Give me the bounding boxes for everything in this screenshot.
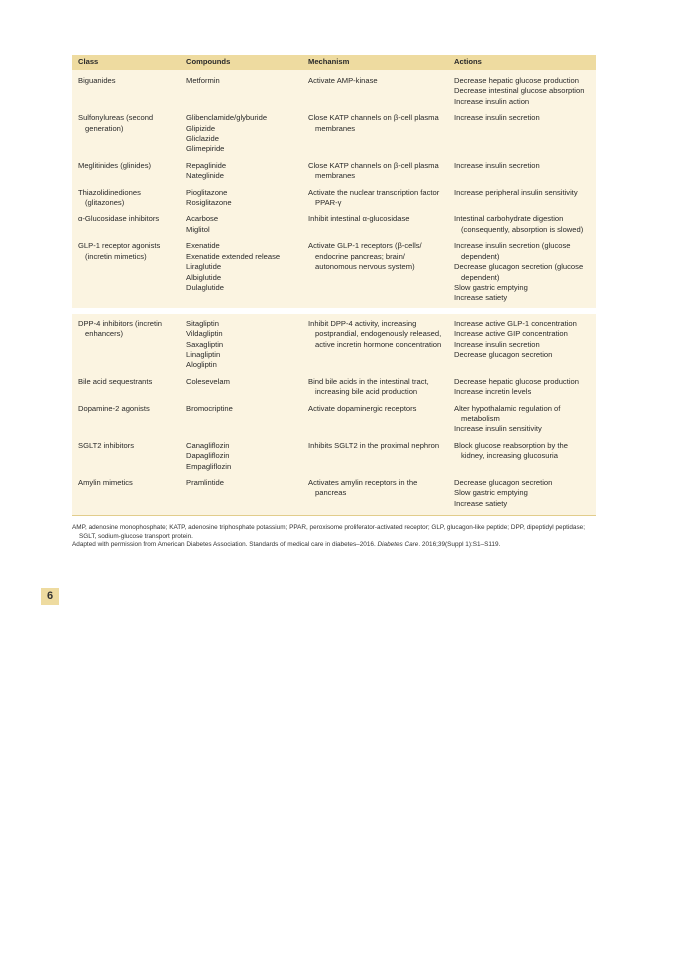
- cell-class: [72, 159, 180, 186]
- cell-actions: [448, 402, 596, 439]
- cell-compounds: [180, 70, 302, 111]
- table-footnotes: [72, 524, 596, 550]
- actions-line: Increase active GLP-1 concentration: [454, 318, 577, 328]
- cell-compounds: [180, 314, 302, 375]
- compounds-line: Albiglutide: [186, 272, 222, 282]
- source-prefix: Adapted with permission from American Diabetes Association. Standards of medical care in diabetes–2016.: [72, 541, 378, 549]
- cell-actions: [448, 70, 596, 111]
- cell-compounds: [180, 111, 302, 159]
- table-row: [72, 212, 596, 239]
- compounds-line: Exenatide extended release: [186, 251, 281, 261]
- cell-mechanism: [302, 212, 448, 239]
- actions-line: Alter hypothalamic regulation of metabolism: [454, 403, 561, 423]
- cell-mechanism: [302, 111, 448, 159]
- actions-line: Increase satiety: [454, 293, 508, 303]
- mechanism-line: Activate AMP-kinase: [308, 76, 378, 85]
- cell-class: [72, 212, 180, 239]
- class-line: Biguanides: [78, 76, 116, 85]
- abbreviations-note: AMP, adenosine monophosphate; KATP, adenosine triphosphate potassium; PPAR, peroxisome proliferator-activated receptor; GLP, glucagon-like peptide; DPP, dipeptidyl peptidase; SGLT, sodium-glucose transport protein.: [72, 524, 585, 540]
- actions-line: Increase incretin levels: [454, 387, 532, 397]
- header-actions: Actions: [448, 55, 596, 70]
- cell-compounds: [180, 476, 302, 516]
- compounds-line: Glipizide: [186, 123, 216, 133]
- cell-actions: [448, 375, 596, 402]
- cell-mechanism: [302, 375, 448, 402]
- cell-class: [72, 375, 180, 402]
- cell-actions: [448, 186, 596, 213]
- mechanism-line: Close KATP channels on β-cell plasma membranes: [308, 113, 439, 133]
- actions-line: Slow gastric emptying: [454, 488, 528, 498]
- compounds-line: Linagliptin: [186, 349, 221, 359]
- table-row: [72, 314, 596, 375]
- cell-class: [72, 314, 180, 375]
- actions-line: Increase insulin sensitivity: [454, 424, 542, 434]
- actions-line: Decrease hepatic glucose production: [454, 376, 579, 386]
- cell-actions: [448, 314, 596, 375]
- actions-line: Increase active GIP concentration: [454, 329, 568, 339]
- table-header-row: [72, 55, 596, 70]
- actions-line: Increase peripheral insulin sensitivity: [454, 187, 578, 197]
- cell-mechanism: [302, 159, 448, 186]
- cell-class: [72, 70, 180, 111]
- cell-mechanism: [302, 402, 448, 439]
- mechanism-line: Bind bile acids in the intestinal tract, increasing bile acid production: [308, 376, 429, 397]
- cell-class: [72, 402, 180, 439]
- cell-mechanism: [302, 439, 448, 476]
- actions-line: Decrease glucagon secretion: [454, 478, 553, 487]
- compounds-line: Liraglutide: [186, 262, 222, 272]
- header-class: Class: [72, 55, 180, 70]
- source-suffix: . 2016;39(Suppl 1):S1–S119.: [418, 541, 501, 549]
- mechanism-line: Activate dopaminergic receptors: [308, 403, 417, 413]
- compounds-line: Dulaglutide: [186, 282, 224, 292]
- cell-compounds: [180, 439, 302, 476]
- compounds-line: Sitagliptin: [186, 318, 219, 328]
- actions-line: Decrease glucagon secretion: [454, 349, 553, 359]
- cell-class: [72, 186, 180, 213]
- actions-line: Decrease glucagon secretion (glucose dependent): [454, 262, 584, 282]
- cell-actions: [448, 239, 596, 307]
- compounds-line: Gliclazide: [186, 134, 219, 144]
- cell-class: [72, 476, 180, 516]
- table-row: [72, 402, 596, 439]
- cell-actions: [448, 159, 596, 186]
- actions-line: Decrease hepatic glucose production: [454, 76, 579, 85]
- class-line: Sulfonylureas (second generation): [78, 113, 154, 133]
- compounds-line: Miglitol: [186, 224, 210, 234]
- mechanism-line: Activate GLP-1 receptors (β-cells/ endocrine pancreas; brain/ autonomous nervous system): [308, 241, 422, 272]
- cell-actions: [448, 111, 596, 159]
- header-mechanism: Mechanism: [302, 55, 448, 70]
- compounds-line: Pioglitazone: [186, 187, 228, 197]
- actions-line: Increase insulin action: [454, 96, 530, 106]
- cell-compounds: [180, 212, 302, 239]
- source-note: [72, 541, 596, 550]
- class-line: GLP-1 receptor agonists (incretin mimetics): [78, 241, 161, 261]
- actions-line: Increase insulin secretion: [454, 160, 540, 170]
- class-line: α-Glucosidase inhibitors: [78, 214, 160, 224]
- compounds-line: Colesevelam: [186, 376, 230, 386]
- table-row: [72, 439, 596, 476]
- mechanism-line: Inhibit intestinal α-glucosidase: [308, 214, 410, 224]
- compounds-line: Acarbose: [186, 214, 219, 224]
- table-row: [72, 375, 596, 402]
- cell-mechanism: [302, 239, 448, 307]
- compounds-line: Glimepiride: [186, 144, 225, 154]
- cell-class: [72, 439, 180, 476]
- table-body: [72, 70, 596, 516]
- class-line: Amylin mimetics: [78, 478, 133, 487]
- cell-mechanism: [302, 186, 448, 213]
- class-line: Thiazolidinediones (glitazones): [78, 187, 141, 208]
- cell-class: [72, 239, 180, 307]
- cell-compounds: [180, 159, 302, 186]
- cell-actions: [448, 476, 596, 516]
- mechanism-line: Activate the nuclear transcription factor PPAR-γ: [308, 187, 440, 208]
- actions-line: Increase insulin secretion: [454, 339, 540, 349]
- header-compounds: Compounds: [180, 55, 302, 70]
- actions-line: Increase insulin secretion: [454, 113, 540, 123]
- mechanism-line: Inhibits SGLT2 in the proximal nephron: [308, 440, 440, 450]
- page-number: 6: [41, 588, 59, 605]
- table-row: [72, 186, 596, 213]
- compounds-line: Bromocriptine: [186, 403, 233, 413]
- cell-compounds: [180, 239, 302, 307]
- class-line: SGLT2 inhibitors: [78, 440, 134, 450]
- mechanism-line: Close KATP channels on β-cell plasma membranes: [308, 160, 439, 181]
- cell-mechanism: [302, 314, 448, 375]
- drug-class-table-container: [72, 55, 596, 516]
- class-line: Bile acid sequestrants: [78, 376, 153, 386]
- cell-compounds: [180, 186, 302, 213]
- cell-compounds: [180, 375, 302, 402]
- cell-mechanism: [302, 70, 448, 111]
- table-row: [72, 111, 596, 159]
- actions-line: Intestinal carbohydrate digestion (consequently, absorption is slowed): [454, 214, 584, 234]
- compounds-line: Metformin: [186, 76, 220, 85]
- compounds-line: Dapagliflozin: [186, 451, 230, 461]
- cell-compounds: [180, 402, 302, 439]
- compounds-line: Glibenclamide/glyburide: [186, 113, 268, 123]
- compounds-line: Empagliflozin: [186, 461, 232, 471]
- cell-mechanism: [302, 476, 448, 516]
- mechanism-line: Inhibit DPP-4 activity, increasing postprandial, endogenously released, active incretin hormone concentration: [308, 318, 442, 349]
- table-row: [72, 70, 596, 111]
- compounds-line: Alogliptin: [186, 360, 217, 370]
- table-row: [72, 476, 596, 516]
- actions-line: Decrease intestinal glucose absorption: [454, 86, 585, 96]
- cell-actions: [448, 212, 596, 239]
- compounds-line: Rosiglitazone: [186, 198, 232, 208]
- compounds-line: Exenatide: [186, 241, 220, 251]
- class-line: DPP-4 inhibitors (incretin enhancers): [78, 318, 162, 339]
- compounds-line: Pramlintide: [186, 478, 224, 487]
- cell-class: [72, 111, 180, 159]
- mechanism-line: Activates amylin receptors in the pancreas: [308, 478, 418, 498]
- actions-line: Increase satiety: [454, 498, 508, 508]
- table-row: [72, 159, 596, 186]
- compounds-line: Vildagliptin: [186, 329, 223, 339]
- class-line: Dopamine-2 agonists: [78, 403, 150, 413]
- source-journal: Diabetes Care: [377, 541, 419, 549]
- compounds-line: Saxagliptin: [186, 339, 224, 349]
- compounds-line: Nateglinide: [186, 171, 224, 181]
- cell-actions: [448, 439, 596, 476]
- actions-line: Block glucose reabsorption by the kidney, increasing glucosuria: [454, 440, 568, 461]
- class-line: Meglitinides (glinides): [78, 160, 152, 170]
- diabetes-drug-table: [72, 55, 596, 516]
- compounds-line: Canagliflozin: [186, 440, 230, 450]
- compounds-line: Repaglinide: [186, 160, 227, 170]
- actions-line: Slow gastric emptying: [454, 282, 528, 292]
- table-row: [72, 239, 596, 307]
- actions-line: Increase insulin secretion (glucose dependent): [454, 241, 571, 261]
